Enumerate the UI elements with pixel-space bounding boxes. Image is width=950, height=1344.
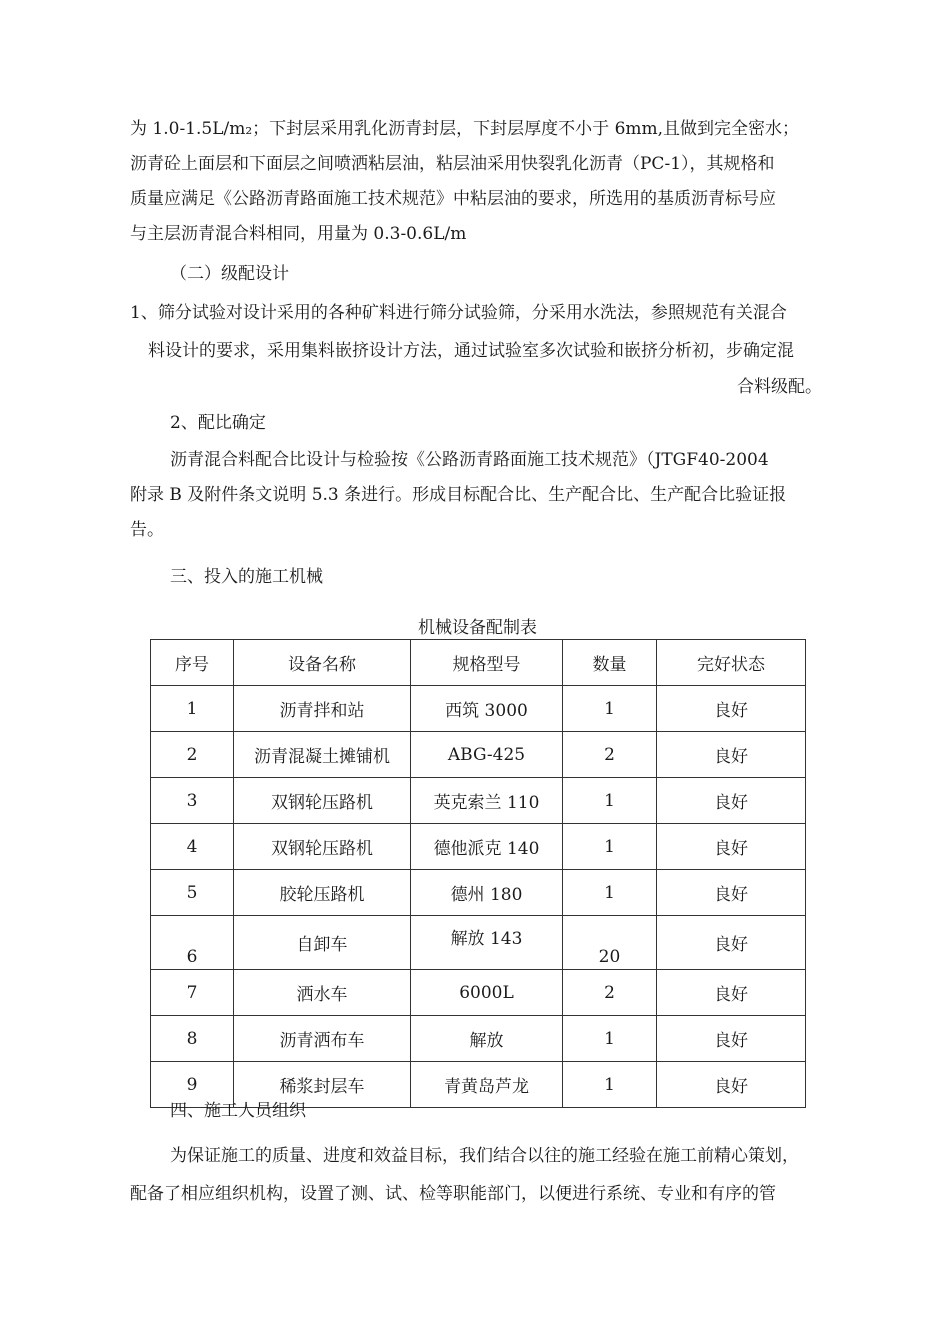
section4-line: 为保证施工的质量、进度和效益目标，我们结合以往的施工经验在施工前精心策划， <box>170 1146 799 1166</box>
cell-status: 良好 <box>657 1016 806 1062</box>
cell-name: 双钢轮压路机 <box>234 824 411 870</box>
cell-name: 沥青洒布车 <box>234 1016 411 1062</box>
table-row <box>151 824 806 870</box>
cell-name: 胶轮压路机 <box>234 870 411 916</box>
cell-model: 6000L <box>411 970 563 1016</box>
cell-status: 良好 <box>657 824 806 870</box>
header-cell: 数量 <box>563 640 657 686</box>
header-cell: 设备名称 <box>234 640 411 686</box>
cell-index: 1 <box>151 686 234 732</box>
table-row <box>151 916 806 970</box>
cell-index: 2 <box>151 732 234 778</box>
cell-status: 良好 <box>657 1062 806 1108</box>
table-row <box>151 870 806 916</box>
cell-index: 8 <box>151 1016 234 1062</box>
cell-quantity: 1 <box>563 686 657 732</box>
cell-name: 洒水车 <box>234 970 411 1016</box>
item2-line: 告。 <box>130 520 164 540</box>
cell-index: 7 <box>151 970 234 1016</box>
cell-model: ABG-425 <box>411 732 563 778</box>
item1-line: 合料级配。 <box>737 377 822 397</box>
cell-model: 解放 143 <box>411 916 563 970</box>
cell-status: 良好 <box>657 970 806 1016</box>
cell-model: 德州 180 <box>411 870 563 916</box>
cell-status: 良好 <box>657 916 806 970</box>
cell-name: 沥青混凝土摊铺机 <box>234 732 411 778</box>
section3-heading: 三、投入的施工机械 <box>170 567 323 587</box>
table-caption: 机械设备配制表 <box>418 618 537 638</box>
cell-status: 良好 <box>657 732 806 778</box>
cell-quantity: 2 <box>563 970 657 1016</box>
cell-quantity: 1 <box>563 778 657 824</box>
cell-model: 英克索兰 110 <box>411 778 563 824</box>
cell-name: 双钢轮压路机 <box>234 778 411 824</box>
cell-quantity: 1 <box>563 1016 657 1062</box>
paragraph-line: 沥青砼上面层和下面层之间喷洒粘层油，粘层油采用快裂乳化沥青（PC-1），其规格和 <box>130 154 775 174</box>
cell-index: 4 <box>151 824 234 870</box>
cell-status: 良好 <box>657 686 806 732</box>
cell-quantity: 1 <box>563 1062 657 1108</box>
cell-index: 6 <box>151 916 234 970</box>
cell-quantity: 1 <box>563 870 657 916</box>
cell-model: 德他派克 140 <box>411 824 563 870</box>
table-row <box>151 732 806 778</box>
header-cell: 完好状态 <box>657 640 806 686</box>
cell-quantity: 20 <box>563 916 657 970</box>
cell-name: 自卸车 <box>234 916 411 970</box>
item1-line: 1、筛分试验对设计采用的各种矿料进行筛分试验筛，分采用水洗法，参照规范有关混合 <box>130 303 787 323</box>
cell-status: 良好 <box>657 778 806 824</box>
item2-line: 沥青混合料配合比设计与检验按《公路沥青路面施工技术规范》（JTGF40-2004 <box>170 450 769 470</box>
paragraph-line: 为 1.0-1.5L/m₂；下封层采用乳化沥青封层，下封层厚度不小于 6mm,且做到完全密水； <box>130 119 800 139</box>
cell-index: 3 <box>151 778 234 824</box>
section4-line: 配备了相应组织机构，设置了测、试、检等职能部门，以便进行系统、专业和有序的管 <box>130 1184 776 1204</box>
cell-name: 稀浆封层车 <box>234 1062 411 1108</box>
cell-quantity: 2 <box>563 732 657 778</box>
section4-heading: 四、施工人员组织 <box>170 1101 306 1121</box>
header-cell: 规格型号 <box>411 640 563 686</box>
header-cell: 序号 <box>151 640 234 686</box>
cell-index: 5 <box>151 870 234 916</box>
cell-status: 良好 <box>657 870 806 916</box>
table-header-row <box>151 640 806 686</box>
cell-model: 西筑 3000 <box>411 686 563 732</box>
cell-model: 解放 <box>411 1016 563 1062</box>
item2-line: 附录 B 及附件条文说明 5.3 条进行。形成目标配合比、生产配合比、生产配合比验证报 <box>130 485 787 505</box>
table-row <box>151 778 806 824</box>
section-grading-heading: （二）级配设计 <box>170 264 289 284</box>
item1-line: 料设计的要求，采用集料嵌挤设计方法，通过试验室多次试验和嵌挤分析初，步确定混 <box>148 341 794 361</box>
cell-model: 青黄岛芦龙 <box>411 1062 563 1108</box>
cell-index: 9 <box>151 1062 234 1108</box>
cell-name: 沥青拌和站 <box>234 686 411 732</box>
paragraph-line: 质量应满足《公路沥青路面施工技术规范》中粘层油的要求，所选用的基质沥青标号应 <box>130 189 776 209</box>
paragraph-1 <box>130 118 830 258</box>
table-row <box>151 970 806 1016</box>
equipment-table <box>150 639 806 1108</box>
table-row <box>151 686 806 732</box>
cell-quantity: 1 <box>563 824 657 870</box>
paragraph-line: 与主层沥青混合料相同，用量为 0.3-0.6L/m <box>130 224 467 244</box>
table-row <box>151 1016 806 1062</box>
item2-heading: 2、配比确定 <box>170 413 266 433</box>
